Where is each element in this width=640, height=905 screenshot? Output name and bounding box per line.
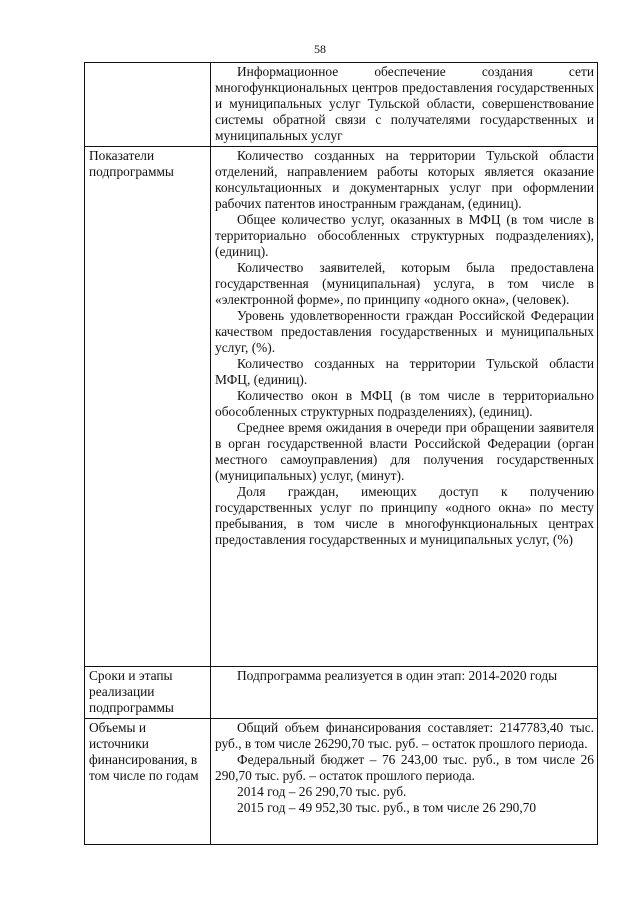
- table-row: [85, 719, 598, 845]
- table-row: [85, 147, 598, 667]
- paragraph: Уровень удовлетворенности граждан Российской Федерации качеством предоставления государственных и муниципальных услуг, (%).: [215, 308, 594, 355]
- paragraph: Информационное обеспечение создания сети многофункциональных центров предоставления государственных и муниципальных услуг Тульской области, совершенствование системы обратной связи с получателями государственных и муниципальных услуг: [215, 64, 594, 143]
- row-content: [211, 147, 598, 667]
- paragraph: 2014 год – 26 290,70 тыс. руб.: [237, 784, 407, 799]
- row-content: [211, 63, 598, 147]
- row-label: Показатели подпрограммы: [85, 147, 211, 667]
- paragraph: Общее количество услуг, оказанных в МФЦ (в том числе в территориально обособленных структурных подразделениях), (единиц).: [215, 212, 594, 259]
- row-label: Объемы и источники финансирования, в том числе по годам: [85, 719, 211, 845]
- paragraph: Доля граждан, имеющих доступ к получению государственных услуг по принципу «одного окна» по месту пребывания, в том числе в многофункциональных центрах предоставления государственных и муниципальных услуг, (%): [215, 484, 594, 547]
- table-row: [85, 667, 598, 719]
- row-content: [211, 667, 598, 719]
- paragraph: Количество созданных на территории Тульской области МФЦ, (единиц).: [215, 356, 594, 387]
- table-row: [85, 63, 598, 147]
- paragraph: Количество окон в МФЦ (в том числе в территориально обособленных структурных подразделениях), (единиц).: [215, 388, 594, 419]
- paragraph: Среднее время ожидания в очереди при обращении заявителя в орган государственной власти Российской Федерации (орган местного самоуправления) для получения государственных (муниципальных) услуг, (минут).: [215, 420, 594, 483]
- row-label: Сроки и этапы реализации подпрограммы: [85, 667, 211, 719]
- paragraph: Общий объем финансирования составляет: 2147783,40 тыс. руб., в том числе 26290,70 тыс. руб. – остаток прошлого периода.: [215, 720, 594, 751]
- paragraph: Подпрограмма реализуется в один этап: 2014-2020 годы: [237, 668, 558, 683]
- row-content: [211, 719, 598, 845]
- row-label: [85, 63, 211, 147]
- page-number: 58: [314, 42, 326, 56]
- passport-table: [84, 62, 598, 845]
- paragraph: Количество созданных на территории Тульской области отделений, направлением работы которых является оказание консультационных и документарных услуг при оформлении рабочих патентов иностранным гражданам, (единиц).: [215, 148, 594, 211]
- paragraph: Федеральный бюджет – 76 243,00 тыс. руб., в том числе 26 290,70 тыс. руб. – остаток прошлого периода.: [215, 752, 594, 783]
- paragraph: Количество заявителей, которым была предоставлена государственная (муниципальная) услуга, в том числе в «электронной форме», по принципу «одного окна», (человек).: [215, 260, 594, 307]
- paragraph: 2015 год – 49 952,30 тыс. руб., в том числе 26 290,70: [237, 800, 537, 815]
